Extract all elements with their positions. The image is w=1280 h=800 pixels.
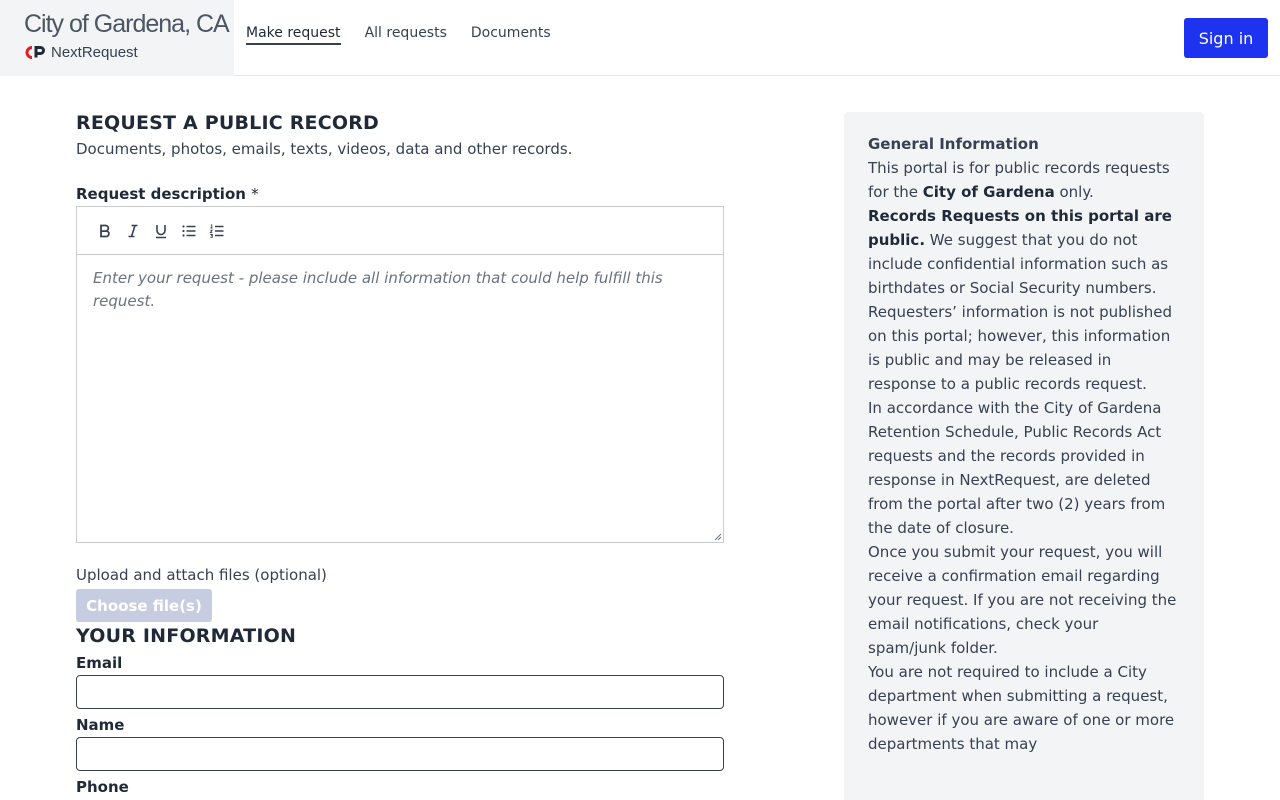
name-field[interactable] [76, 737, 724, 771]
general-information-title: General Information [868, 135, 1039, 153]
info-city-name: City of Gardena [922, 183, 1055, 201]
info-paragraph-portal [868, 156, 1180, 204]
info-text: This portal is for public records requests for the [868, 159, 1170, 201]
info-text: We suggest that you do not include confidential information such as birthdates or Social Security numbers. [868, 231, 1169, 297]
page-subtitle: Documents, photos, emails, texts, videos, data and other records. [76, 140, 573, 158]
nav-make-request[interactable]: Make request [246, 25, 341, 45]
brand-block[interactable] [0, 0, 234, 76]
info-paragraph-retention: In accordance with the City of Gardena Retention Schedule, Public Records Act requests and the records provided in response in NextRequest, are deleted from the portal after two (2) years from the date of closure. [868, 399, 1166, 537]
required-mark: * [251, 185, 259, 203]
info-paragraph-confirmation: Once you submit your request, you will receive a confirmation email regarding your request. If you are not receiving the email notifications, check your spam/junk folder. [868, 543, 1177, 657]
request-description-input[interactable] [77, 255, 723, 542]
request-description-label-text: Request description [76, 185, 246, 203]
info-paragraph-requester: Requesters’ information is not published on this portal; however, this information is public and may be released in response to a public records request. [868, 303, 1173, 393]
nextrequest-logo [25, 44, 138, 61]
info-text: only. [1054, 183, 1094, 201]
city-name: City of Gardena, CA [24, 10, 229, 38]
underline-icon [153, 223, 169, 239]
editor-placeholder: Enter your request - please include all information that could help fulfill this request. [93, 269, 663, 310]
choose-files-button[interactable]: Choose file(s) [76, 589, 212, 622]
request-description-label [76, 185, 724, 203]
underline-button[interactable] [147, 219, 175, 243]
upload-label: Upload and attach files (optional) [76, 566, 327, 584]
info-public-warning: Records Requests on this portal are public. [868, 207, 1172, 249]
numbered-list-icon [209, 223, 225, 239]
page-title: REQUEST A PUBLIC RECORD [76, 112, 380, 134]
nextrequest-label: NextRequest [51, 44, 138, 61]
nav-documents[interactable]: Documents [470, 25, 551, 41]
numbered-list-button[interactable] [203, 219, 231, 243]
italic-icon [125, 223, 141, 239]
general-information-panel [844, 112, 1204, 800]
info-paragraph-public [868, 204, 1180, 300]
main-nav [246, 25, 575, 45]
email-label: Email [76, 654, 123, 672]
bold-icon [97, 223, 113, 239]
sign-in-button[interactable]: Sign in [1184, 18, 1268, 58]
bullet-list-button[interactable] [175, 219, 203, 243]
request-description-editor [76, 206, 724, 543]
name-label: Name [76, 716, 125, 734]
resize-handle-icon[interactable] [712, 531, 722, 541]
bullet-list-icon [181, 223, 197, 239]
info-paragraph-department: You are not required to include a City department when submitting a request, however if you are aware of one or more departments that may [868, 663, 1175, 753]
nextrequest-logo-icon [25, 46, 46, 59]
editor-toolbar [77, 207, 723, 255]
phone-label: Phone [76, 778, 129, 796]
your-information-heading: YOUR INFORMATION [76, 625, 297, 647]
email-field[interactable] [76, 675, 724, 709]
nav-all-requests[interactable]: All requests [364, 25, 447, 41]
top-navigation-bar [0, 0, 1280, 76]
request-form [76, 112, 724, 796]
bold-button[interactable] [91, 219, 119, 243]
italic-button[interactable] [119, 219, 147, 243]
